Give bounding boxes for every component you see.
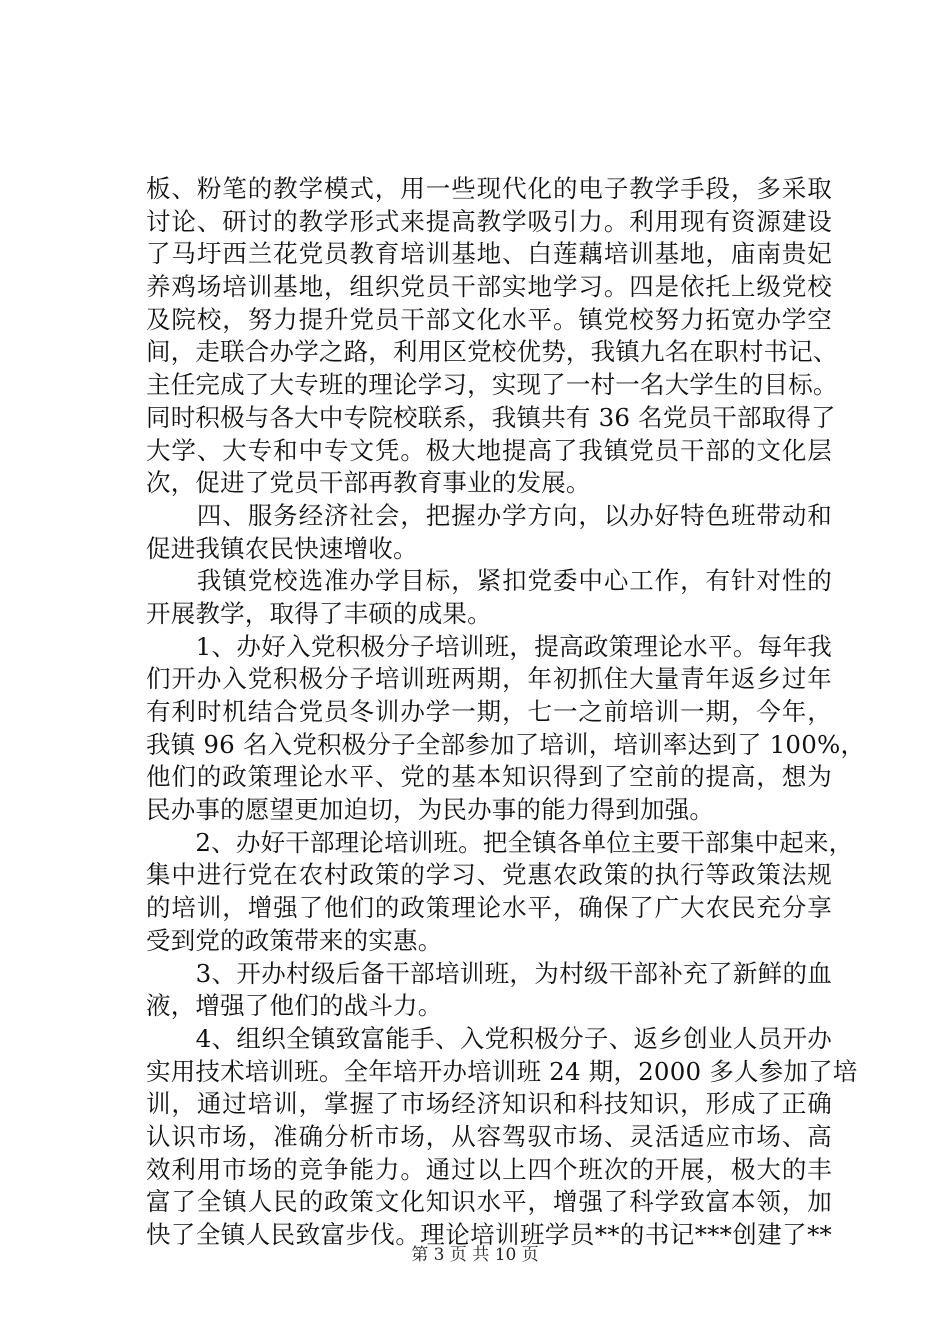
text-line: 主任完成了大专班的理论学习，实现了一村一名大学生的目标。 [146, 370, 838, 400]
text-line: 促进我镇农民快速增收。 [146, 533, 418, 563]
text-line: 间，走联合办学之路，利用区党校优势，我镇九名在职村书记、 [146, 337, 838, 367]
text-line: 1、办好入党积极分子培训班，提高政策理论水平。每年我 [146, 631, 832, 661]
text-line: 有利时机结合党员冬训办学一期，七一之前培训一期，今年， [146, 697, 832, 726]
text-line: 认识市场，准确分析市场，从容驾驭市场、灵活适应市场、高 [146, 1121, 832, 1151]
text-line: 我镇 96 名入党积极分子全部参加了培训，培训率达到了 100%， [146, 729, 866, 759]
text-line: 四、服务经济社会，把握办学方向，以办好特色班带动和 [146, 500, 832, 530]
text-line: 的培训，增强了他们的政策理论水平，确保了广大农民充分享 [146, 893, 832, 923]
text-line: 训，通过培训，掌握了市场经济知识和科技知识，形成了正确 [146, 1089, 832, 1119]
text-line: 他们的政策理论水平、党的基本知识得到了空前的提高，想为 [146, 762, 832, 792]
text-line: 受到党的政策带来的实惠。 [146, 925, 443, 955]
text-line: 2、办好干部理论培训班。把全镇各单位主要干部集中起来， [146, 827, 854, 857]
text-line: 讨论、研讨的教学形式来提高教学吸引力。利用现有资源建设 [146, 206, 832, 236]
page-footer: 第 3 页 共 10 页 [411, 1245, 539, 1265]
text-line: 板、粉笔的教学模式，用一些现代化的电子教学手段，多采取 [146, 174, 832, 203]
text-line: 民办事的愿望更加迫切，为民办事的能力得到加强。 [146, 795, 715, 825]
document-body [146, 173, 866, 1252]
text-line: 们开办入党积极分子培训班两期，年初抓住大量青年返乡过年 [146, 664, 832, 694]
text-line: 养鸡场培训基地，组织党员干部实地学习。四是依托上级党校 [146, 272, 832, 302]
text-line: 富了全镇人民的政策文化知识水平，增强了科学致富本领，加 [146, 1187, 832, 1217]
text-line: 效利用市场的竞争能力。通过以上四个班次的开展，极大的丰 [146, 1154, 832, 1184]
text-line: 大学、大专和中专文凭。极大地提高了我镇党员干部的文化层 [146, 435, 832, 465]
text-line: 4、组织全镇致富能手、入党积极分子、返乡创业人员开办 [146, 1023, 832, 1053]
text-line: 及院校，努力提升党员干部文化水平。镇党校努力拓宽办学空 [146, 304, 832, 334]
text-line: 同时积极与各大中专院校联系，我镇共有 36 名党员干部取得了 [146, 402, 836, 432]
text-line: 实用技术培训班。全年培开办培训班 24 期，2000 多人参加了培 [146, 1056, 858, 1086]
text-line: 3、开办村级后备干部培训班，为村级干部补充了新鲜的血 [146, 958, 832, 988]
text-line: 次，促进了党员干部再教育事业的发展。 [146, 468, 591, 498]
text-line: 我镇党校选准办学目标，紧扣党委中心工作，有针对性的 [146, 566, 832, 596]
text-line: 集中进行党在农村政策的学习、党惠农政策的执行等政策法规 [146, 860, 832, 890]
text-line: 快了全镇人民致富步伐。理论培训班学员**的书记***创建了** [146, 1220, 832, 1249]
text-line: 液，增强了他们的战斗力。 [146, 991, 443, 1021]
text-line: 开展教学，取得了丰硕的成果。 [146, 598, 492, 628]
text-line: 了马圩西兰花党员教育培训基地、白莲藕培训基地，庙南贵妃 [146, 239, 832, 269]
